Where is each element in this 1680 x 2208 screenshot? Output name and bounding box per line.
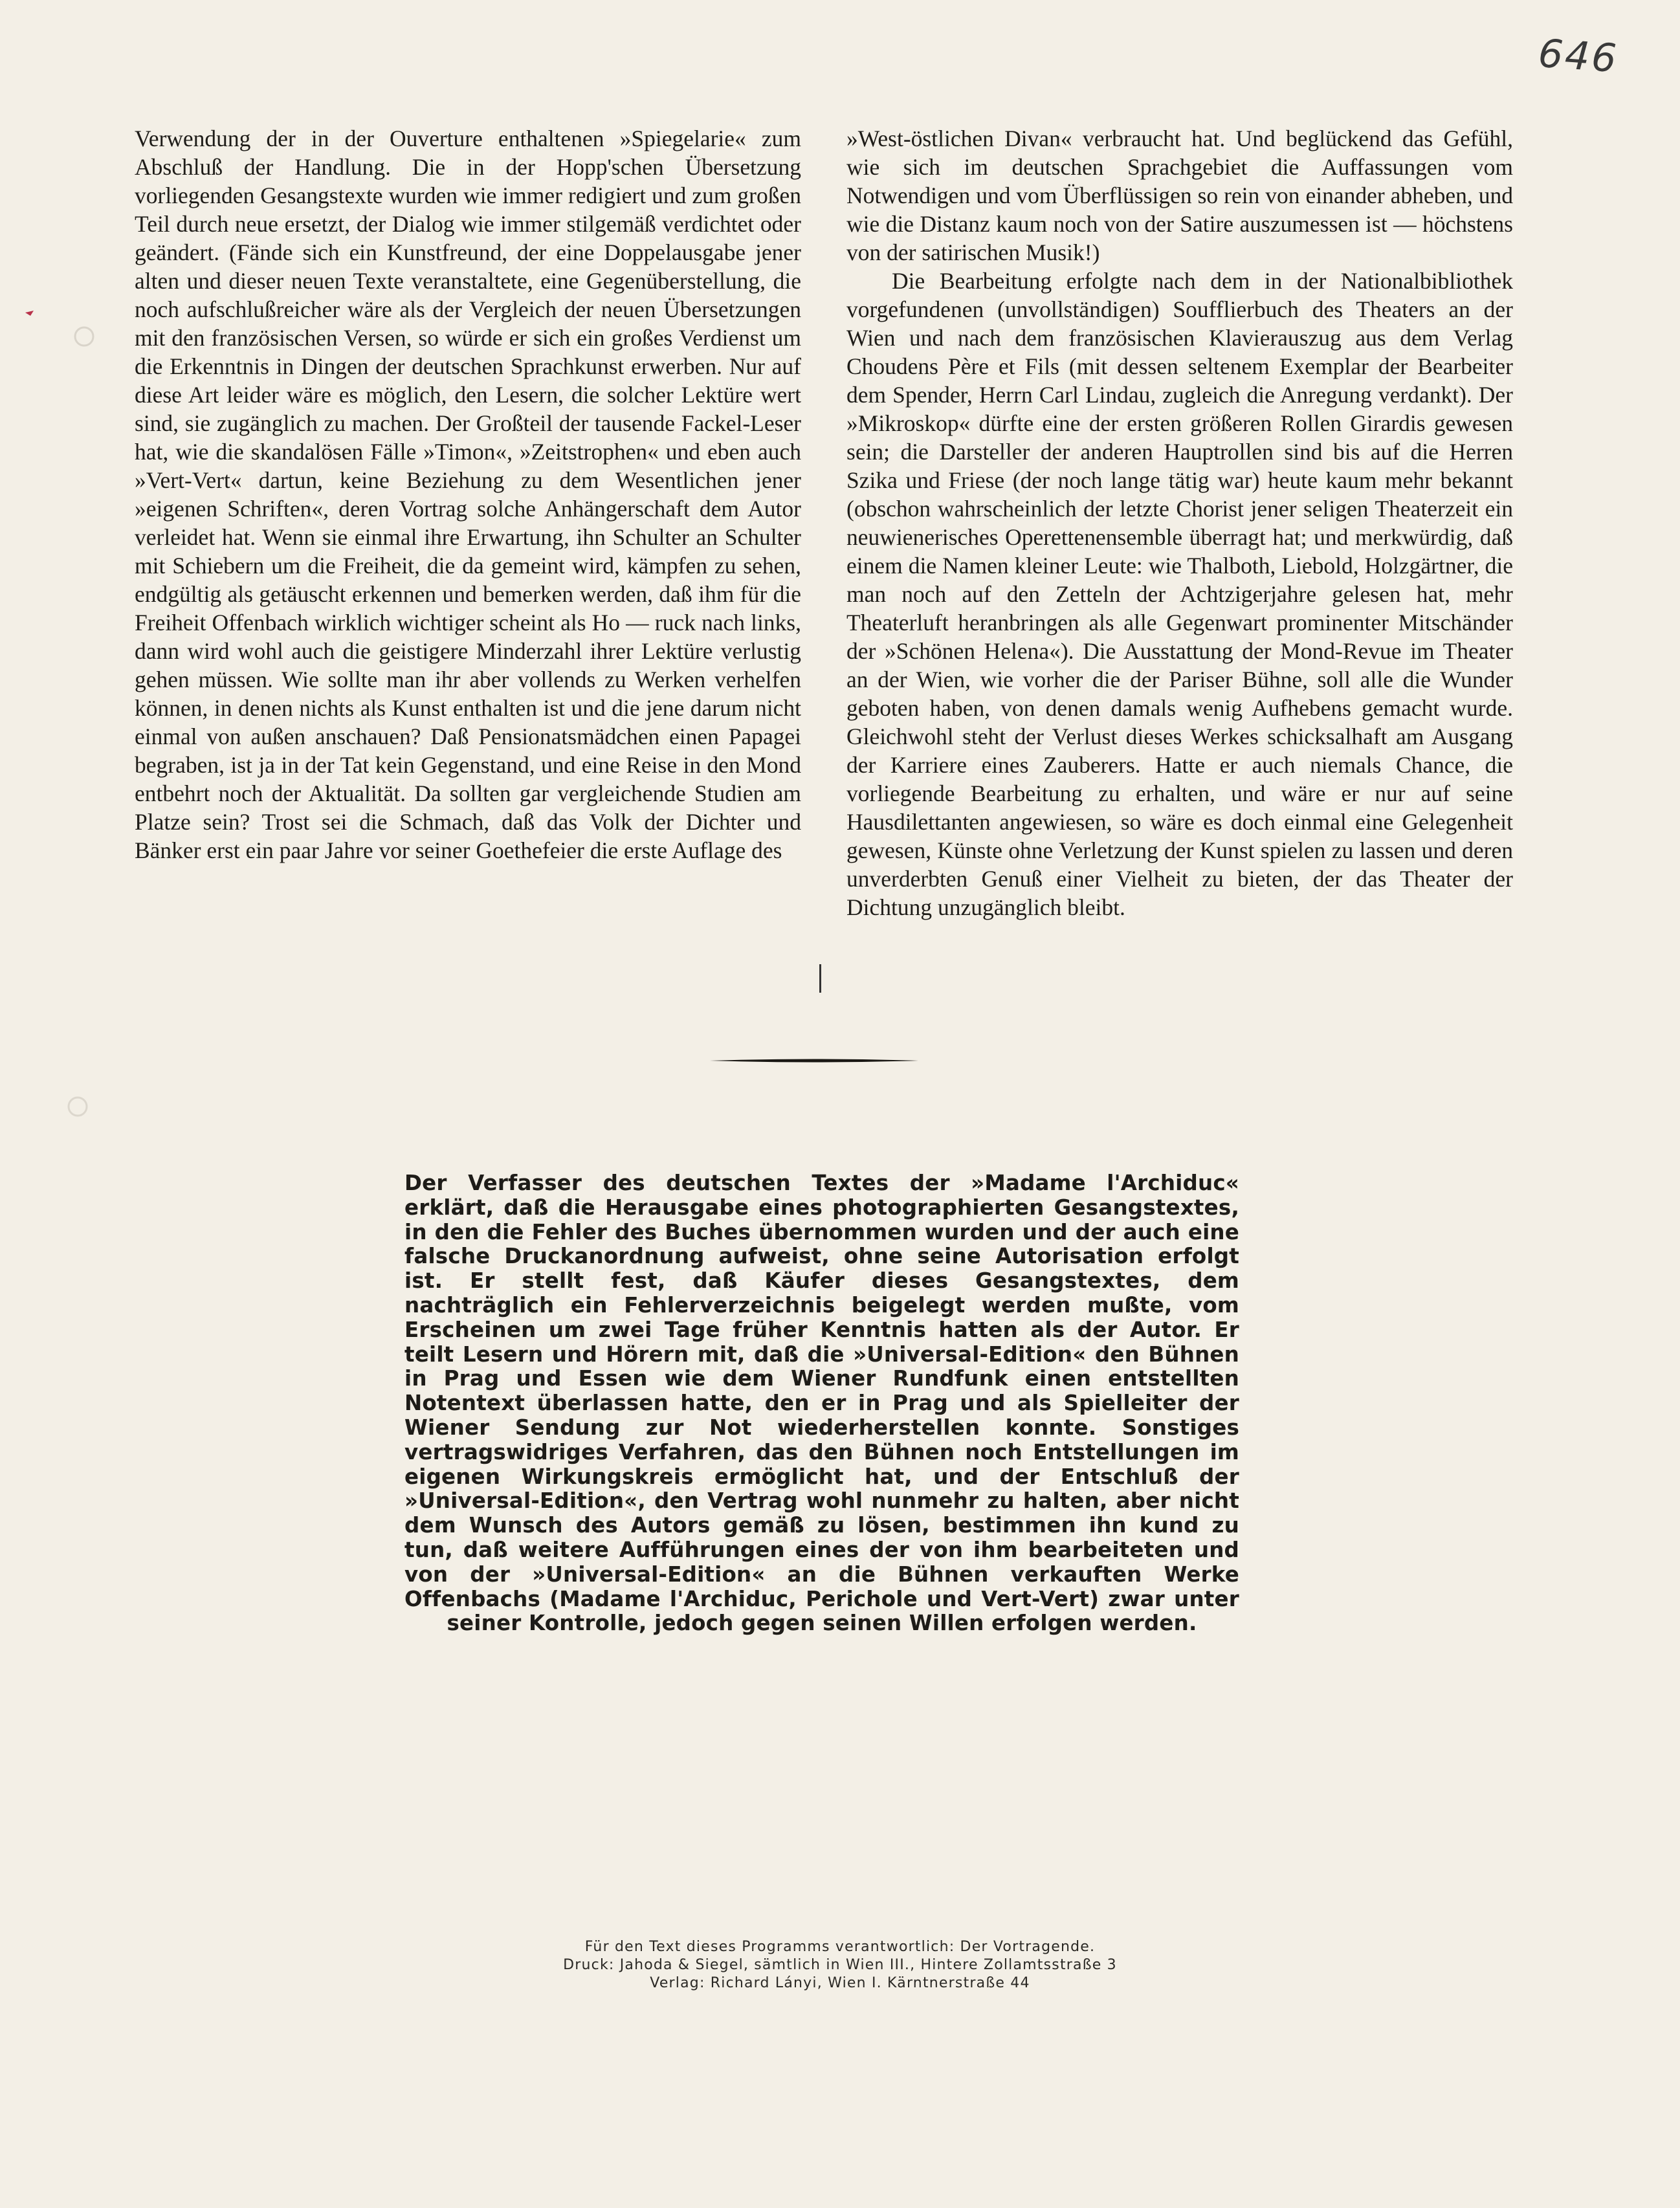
column-divider-rule xyxy=(819,964,821,993)
imprint xyxy=(0,1938,1680,1993)
left-column xyxy=(135,124,801,922)
right-column-paragraph-2: Die Bearbeitung erfolgte nach dem in der Nationalbibliothek vorgefundenen (unvollständigen) Soufflierbuch des Theaters an der Wien und nach dem französischen Klavierauszug aus dem Verlag Choudens Père et Fils (mit dessen seltenem Exemplar der Bearbeiter dem Spender, Herrn Carl Lindau, zugleich die Anregung verdankt). Der »Mikroskop« dürfte eine der ersten größeren Rollen Girardis gewesen sein; die Darsteller der anderen Hauptrollen sind bis auf die Herren Szika und Friese (der noch lange tätig war) heute kaum mehr bekannt (obschon wahrscheinlich der letzte Chorist jener seligen Theaterzeit ein neuwienerisches Operettenensemble überragt hat; und merkwürdig, daß einem die Namen kleiner Leute: wie Thalboth, Liebold, Holzgärtner, die man noch auf den Zetteln der Achtzigerjahre gelesen hat, mehr Theaterluft heranbringen als alle Gegenwart prominenter Mitschänder der »Schönen Helena«). Die Ausstattung der Mond-Revue im Theater an der Wien, wie vorher die der Pariser Bühne, soll alle die Wunder geboten haben, von denen damals wenig Aufhebens gemacht wurde. Gleichwohl steht der Verlust dieses Werkes schicksalhaft am Ausgang der Karriere eines Zauberers. Hatte er auch niemals Chance, die vorliegende Bearbeitung zu erhalten, und wäre er nur auf seine Hausdilettanten angewiesen, so wäre es doch einmal eine Gelegenheit gewesen, Künste ohne Verletzung der Kunst spielen zu lassen und deren unverderbten Genuß einer Vielheit zu bieten, der das Theater der Dichtung unzugänglich bleibt. xyxy=(846,268,1513,920)
red-margin-mark-icon xyxy=(25,308,35,318)
left-column-paragraph: Verwendung der in der Ouverture enthaltenen »Spiegelarie« zum Abschluß der Handlung. Die in der Hopp'schen Übersetzung vorliegenden Gesangstexte wurden wie immer redigiert und zum großen Teil durch neue ersetzt, der Dialog wie immer stilgemäß verdichtet oder geändert. (Fände sich ein Kunstfreund, der eine Doppelausgabe jener alten und dieser neuen Texte veranstaltete, eine Gegenüberstellung, die noch aufschlußreicher wäre als der Vergleich der neuen Übersetzungen mit den französischen Versen, so würde er sich ein großes Verdienst um die Erkenntnis in Dingen der deutschen Sprachkunst erwerben. Nur auf diese Art leider wäre es möglich, den Lesern, die solcher Lektüre wert sind, sie zugänglich zu machen. Der Großteil der tausende Fackel-Leser hat, wie die skandalösen Fälle »Timon«, »Zeitstrophen« und eben auch »Vert-Vert« dartun, keine Beziehung zu dem Wesentlichen jener »eigenen Schriften«, deren Vortrag solche Anhängerschaft dem Autor verleidet hat. Wenn sie einmal ihre Erwartung, ihn Schulter an Schulter mit Schiebern um die Freiheit, die da gemeint wird, kämpfen zu sehen, endgültig als getäuscht erkennen und bemerken werden, daß ihm für die Freiheit Offenbach wirklich wichtiger scheint als Ho — ruck nach links, dann wird wohl auch die geistigere Minderzahl ihrer Lektüre verlustig gehen müssen. Wie sollte man ihr aber vollends zu Werken verhelfen können, in denen nichts als Kunst enthalten ist und die jene darum nicht einmal von außen anschauen? Daß Pensionatsmädchen einen Papagei begraben, ist ja in der Tat kein Gegenstand, und eine Reise in den Mond entbehrt noch der Aktualität. Da sollten gar vergleichende Studien am Platze sein? Trost sei die Schmach, daß das Volk der Dichter und Bänker erst ein paar Jahre vor seiner Goethefeier die erste Auflage des xyxy=(135,126,801,863)
punch-hole-mark-icon xyxy=(71,324,97,349)
author-notice xyxy=(404,1171,1239,1636)
section-divider-rule xyxy=(710,1059,918,1063)
imprint-responsible-line: Für den Text dieses Programms verantwortlich: Der Vortragende. xyxy=(584,1939,1096,1955)
right-column-paragraph-1: »West-östlichen Divan« verbraucht hat. Und beglückend das Gefühl, wie sich im deutschen Sprachgebiet die Auffassungen vom Notwendigen und vom Überflüssigen so rein von einander abheben, und wie die Distanz kaum noch von der Satire auszumessen ist — höchstens von der satirischen Musik!) xyxy=(846,126,1513,265)
punch-hole-mark-icon-lower xyxy=(65,1094,91,1120)
two-column-body xyxy=(135,124,1513,922)
handwritten-page-number: 646 xyxy=(1537,30,1620,82)
imprint-publisher-line: Verlag: Richard Lányi, Wien I. Kärntnerstraße 44 xyxy=(650,1975,1030,1991)
right-column xyxy=(846,124,1513,922)
imprint-printer-line: Druck: Jahoda & Siegel, sämtlich in Wien III., Hintere Zollamtsstraße 3 xyxy=(563,1957,1117,1973)
author-notice-text: Der Verfasser des deutschen Textes der »Madame l'Archiduc« erklärt, daß die Herausgabe eines photographierten Gesangstextes, in den die Fehler des Buches übernommen wurden und der auch eine falsche Druckanordnung aufweist, ohne seine Autorisation erfolgt ist. Er stellt fest, daß Käufer dieses Gesangstextes, dem nachträglich ein Fehlerverzeichnis beigelegt werden mußte, vom Erscheinen um zwei Tage früher Kenntnis hatten als der Autor. Er teilt Lesern und Hörern mit, daß die »Universal-Edition« den Bühnen in Prag und Essen wie dem Wiener Rundfunk einen entstellten Notentext überlassen hatte, den er in Prag und als Spielleiter der Wiener Sendung zur Not wiederherstellen konnte. Sonstiges vertragswidriges Verfahren, das den Bühnen noch Entstellungen im eigenen Wirkungskreis ermöglicht hat, und der Entschluß der »Universal-Edition«, den Vertrag wohl nunmehr zu halten, aber nicht dem Wunsch des Autors gemäß zu lösen, bestimmen ihn kund zu tun, daß weitere Aufführungen eines der von ihm bearbeiteten und von der »Universal-Edition« an die Bühnen verkauften Werke Offenbachs (Madame l'Archiduc, Perichole und Vert-Vert) zwar unter seiner Kontrolle, jedoch gegen seinen Willen erfolgen werden. xyxy=(404,1171,1239,1636)
